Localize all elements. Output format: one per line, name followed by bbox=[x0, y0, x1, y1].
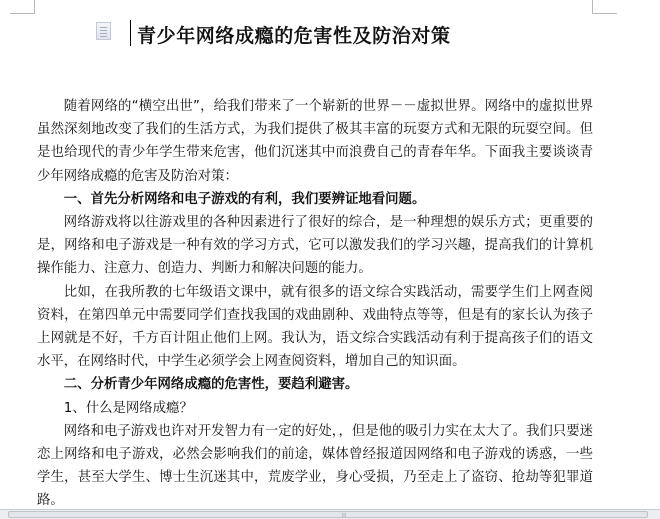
section-heading-1[interactable]: 一、首先分析网络和电子游戏的有利，我们要辨证地看问题。 bbox=[63, 191, 426, 207]
intro-paragraph[interactable]: 随着网络的“横空出世”，给我们带来了一个崭新的世界－－虚拟世界。网络中的虚拟世界虽然深刻地改变了我们的生活方式，为我们提供了极其丰富的玩耍方式和无限的玩耍空间。但是也给现代的青少年学生带来危害，他们沉迷其中而浪费自己的青春年华。下面我主要谈谈青少年网络成瘾的危害及防治对策： bbox=[37, 99, 593, 184]
scrollbar-grip-icon: ⦙⦙⦙ bbox=[342, 512, 347, 519]
horizontal-scrollbar[interactable] bbox=[0, 509, 660, 519]
body-paragraph[interactable]: 比如，在我所教的七年级语文课中，就有很多的语文综合实践活动，需要学生们上网查阅资料，在第四单元中需要同学们查找我国的戏曲剧种、戏曲特点等等，但是有的家长认为孩子上网就是不好，千方百计阻止他们上网。我认为，语文综合实践活动有利于提高孩子们的语文水平，在网络时代，中学生必须学会上网查阅资料，增加自己的知识面。 bbox=[37, 284, 593, 370]
scrollbar-thumb[interactable] bbox=[8, 511, 648, 518]
document-body[interactable] bbox=[37, 95, 593, 509]
paragraph-marker-icon bbox=[96, 22, 111, 40]
page-corner-mark-top-left bbox=[10, 0, 35, 14]
section-heading-2[interactable]: 二、分析青少年网络成瘾的危害性，要趋利避害。 bbox=[63, 377, 359, 393]
body-paragraph[interactable]: 网络和电子游戏也许对开发智力有一定的好处，，但是他的吸引力实在太大了。我们只要迷恋上网络和电子游戏，必然会影响我们的前途，媒体曾经报道因网络和电子游戏的诱惑，一些学生，甚至大学生、博士生沉迷其中，荒废学业，身心受损，乃至走上了盗窃、抢劫等犯罪道路。 bbox=[37, 423, 593, 509]
body-paragraph[interactable]: 网络游戏将以往游戏里的各种因素进行了很好的综合，是一种理想的娱乐方式；更重要的是，网络和电子游戏是一种有效的学习方式，它可以激发我们的学习兴趣，提高我们的计算机操作能力、注意力、创造力、判断力和解决问题的能力。 bbox=[37, 215, 593, 277]
document-title[interactable]: 青少年网络成瘾的危害性及防治对策 bbox=[137, 25, 451, 47]
text-cursor bbox=[130, 20, 131, 46]
page-corner-mark-top-right bbox=[592, 0, 617, 14]
sub-heading[interactable]: 1、什么是网络成瘾？ bbox=[63, 400, 193, 416]
